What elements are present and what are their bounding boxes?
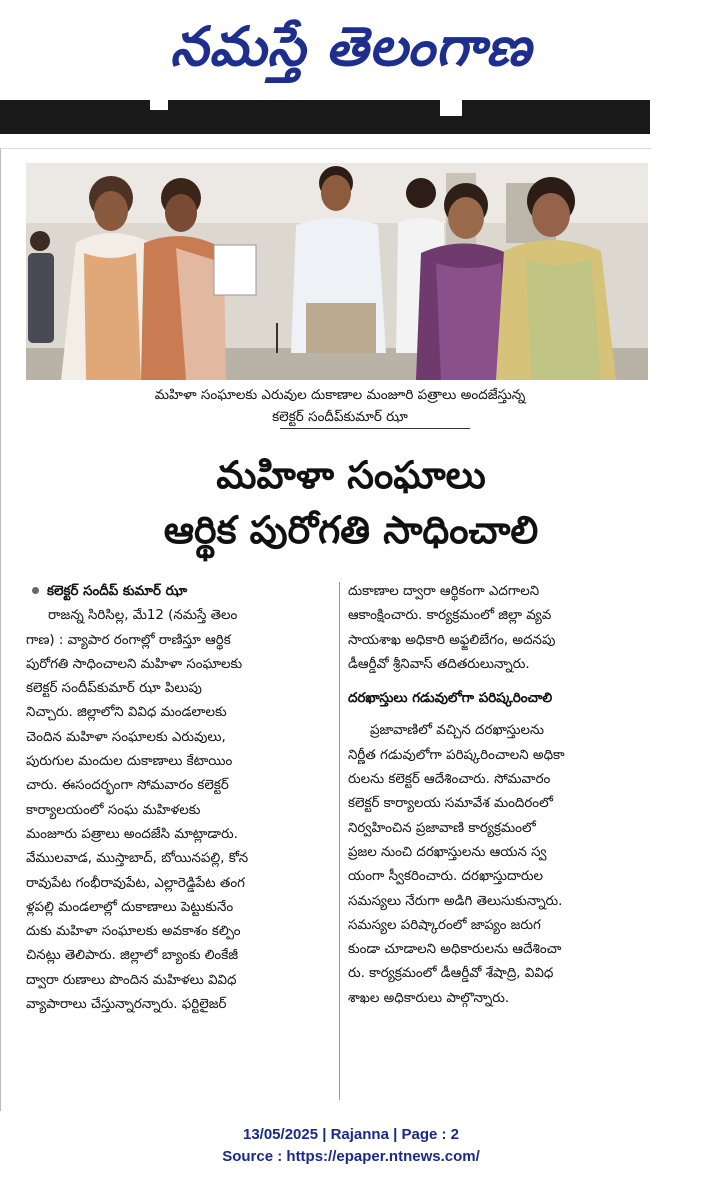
article-photo <box>26 163 648 380</box>
text-line: ద్వారా రుణాలు పొందిన మహిళలు వివిధ <box>26 972 237 988</box>
text-line: రులను కలెక్టర్ ఆదేశించారు. సోమవారం <box>348 772 551 788</box>
text-line: రాజన్న సిరిసిల్ల, మే12 (నమస్తే తెలం <box>48 608 238 624</box>
text-line: పురుగుల మందుల దుకాణాలు కేటాయిం <box>26 754 233 770</box>
bullet-icon <box>32 587 39 594</box>
text-line: కలెక్టర్ కార్యాలయ సమావేశ మందిరంలో <box>348 796 553 812</box>
text-line: సమస్యలు నేరుగా అడిగి తెలుసుకున్నారు. <box>348 893 563 909</box>
text-line: నిర్వహించిన ప్రజావాణి కార్యక్రమంలో <box>348 820 536 836</box>
caption-underline <box>280 428 470 429</box>
byline <box>26 580 332 604</box>
article-column-1 <box>26 580 332 1017</box>
text-line: పురోగతి సాధించాలని మహిళా సంఘాలకు <box>26 656 243 672</box>
strip-mark <box>150 100 168 110</box>
text-line: ప్రజావాణిలో వచ్చిన దరఖాస్తులను <box>370 723 545 739</box>
text-line: గాణ) : వ్యాపార రంగాల్లో రాణిస్తూ ఆర్థిక <box>26 632 231 648</box>
text-line: నిచ్చారు. జిల్లాలోని వివిధ మండలాలకు <box>26 705 227 721</box>
headline-line-1: మహిళా సంఘాలు <box>216 453 486 497</box>
headline <box>0 448 702 558</box>
column-2-text-top <box>348 580 648 677</box>
text-line: కార్యాలయంలో సంఘ మహిళలకు <box>26 802 201 818</box>
masthead <box>0 0 702 100</box>
text-line: రావుపేట గంభీరావుపేట, ఎల్లారెడ్డిపేట తంగ <box>26 875 245 891</box>
photo-icon <box>26 163 648 380</box>
photo-caption <box>40 384 640 428</box>
byline-text: కలెక్టర్ సందీప్ కుమార్ ఝా <box>47 584 188 599</box>
newspaper-title: నమస్తే తెలంగాణ <box>170 14 532 78</box>
text-line: సమస్యల పరిష్కారంలో జాప్యం జరుగ <box>348 917 541 933</box>
text-line: మంజూరు పత్రాలు అందజేసి మాట్లాడారు. <box>26 826 238 842</box>
text-line: కుండా చూడాలని అధికారులను ఆదేశించా <box>348 942 562 958</box>
caption-line-1: మహిళా సంఘాలకు ఎరువుల దుకాణాల మంజూరి పత్రాలు అందజేస్తున్న <box>154 387 526 403</box>
text-line: ఆకాంక్షించారు. కార్యక్రమంలో జిల్లా వ్యవ <box>348 608 552 624</box>
footer-source-line: Source : https://epaper.ntnews.com/ <box>222 1148 480 1165</box>
text-line: ప్రజల నుంచి దరఖాస్తులను ఆయన స్వ <box>348 844 547 860</box>
column-divider <box>339 582 340 1100</box>
text-line: రు. కార్యక్రమంలో డీఆర్డీవో శేషాద్రి, వివిధ <box>348 966 554 982</box>
article-column-2 <box>348 580 648 1011</box>
page-footer <box>0 1124 702 1168</box>
text-line: చినట్లు తెలిపారు. జిల్లాలో బ్యాంకు లింకేజీ <box>26 948 238 964</box>
text-line: ళ్లపల్లి మండలాల్లో దుకాణాలు పెట్టుకునేం <box>26 899 234 915</box>
subheading: దరఖాస్తులు గడువులోగా పరిష్కరించాలి <box>348 691 553 707</box>
text-line: దుకు మహిళా సంఘాలకు అవకాశం కల్పిం <box>26 924 241 940</box>
text-line: దుకాణాల ద్వారా ఆర్థికంగా ఎదగాలని <box>348 584 540 599</box>
text-line: చారు. ఈసందర్భంగా సోమవారం కలెక్టర్ <box>26 778 229 794</box>
text-line: వేములవాడ, ముస్తాబాద్, బోయినపల్లి, కోన <box>26 851 249 867</box>
headline-line-2: ఆర్థిక పురోగతి సాధించాలి <box>163 508 539 552</box>
text-line: నిర్ణీత గడువులోగా పరిష్కరించాలని అధికా <box>348 747 565 763</box>
text-line: చెందిన మహిళా సంఘాలకు ఎరువులు, <box>26 729 226 745</box>
top-image-strip <box>0 100 650 134</box>
column-1-text <box>26 604 332 1017</box>
text-line: శాఖల అధికారులు పాల్గొన్నారు. <box>348 990 510 1006</box>
column-2-text-bottom <box>348 719 648 1011</box>
text-line: వ్యాపారాలు చేస్తున్నారన్నారు. ఫర్టిలైజర్ <box>26 997 227 1013</box>
text-line: సాయశాఖ అధికారి అఫ్జలిబేగం, అదనపు <box>348 632 556 648</box>
caption-line-2: కలెక్టర్ సందీప్‌కుమార్ ఝా <box>272 409 408 425</box>
text-line: డీఆర్డీవో శ్రీనివాస్ తదితరులున్నారు. <box>348 656 530 672</box>
strip-mark <box>440 100 462 116</box>
text-line: యంగా స్వీకరించారు. దరఖాస్తుదారుల <box>348 869 543 885</box>
footer-date-line: 13/05/2025 | Rajanna | Page : 2 <box>242 1126 459 1143</box>
text-line: కలెక్టర్ సందీప్‌కుమార్ ఝా పిలుపు <box>26 681 202 697</box>
